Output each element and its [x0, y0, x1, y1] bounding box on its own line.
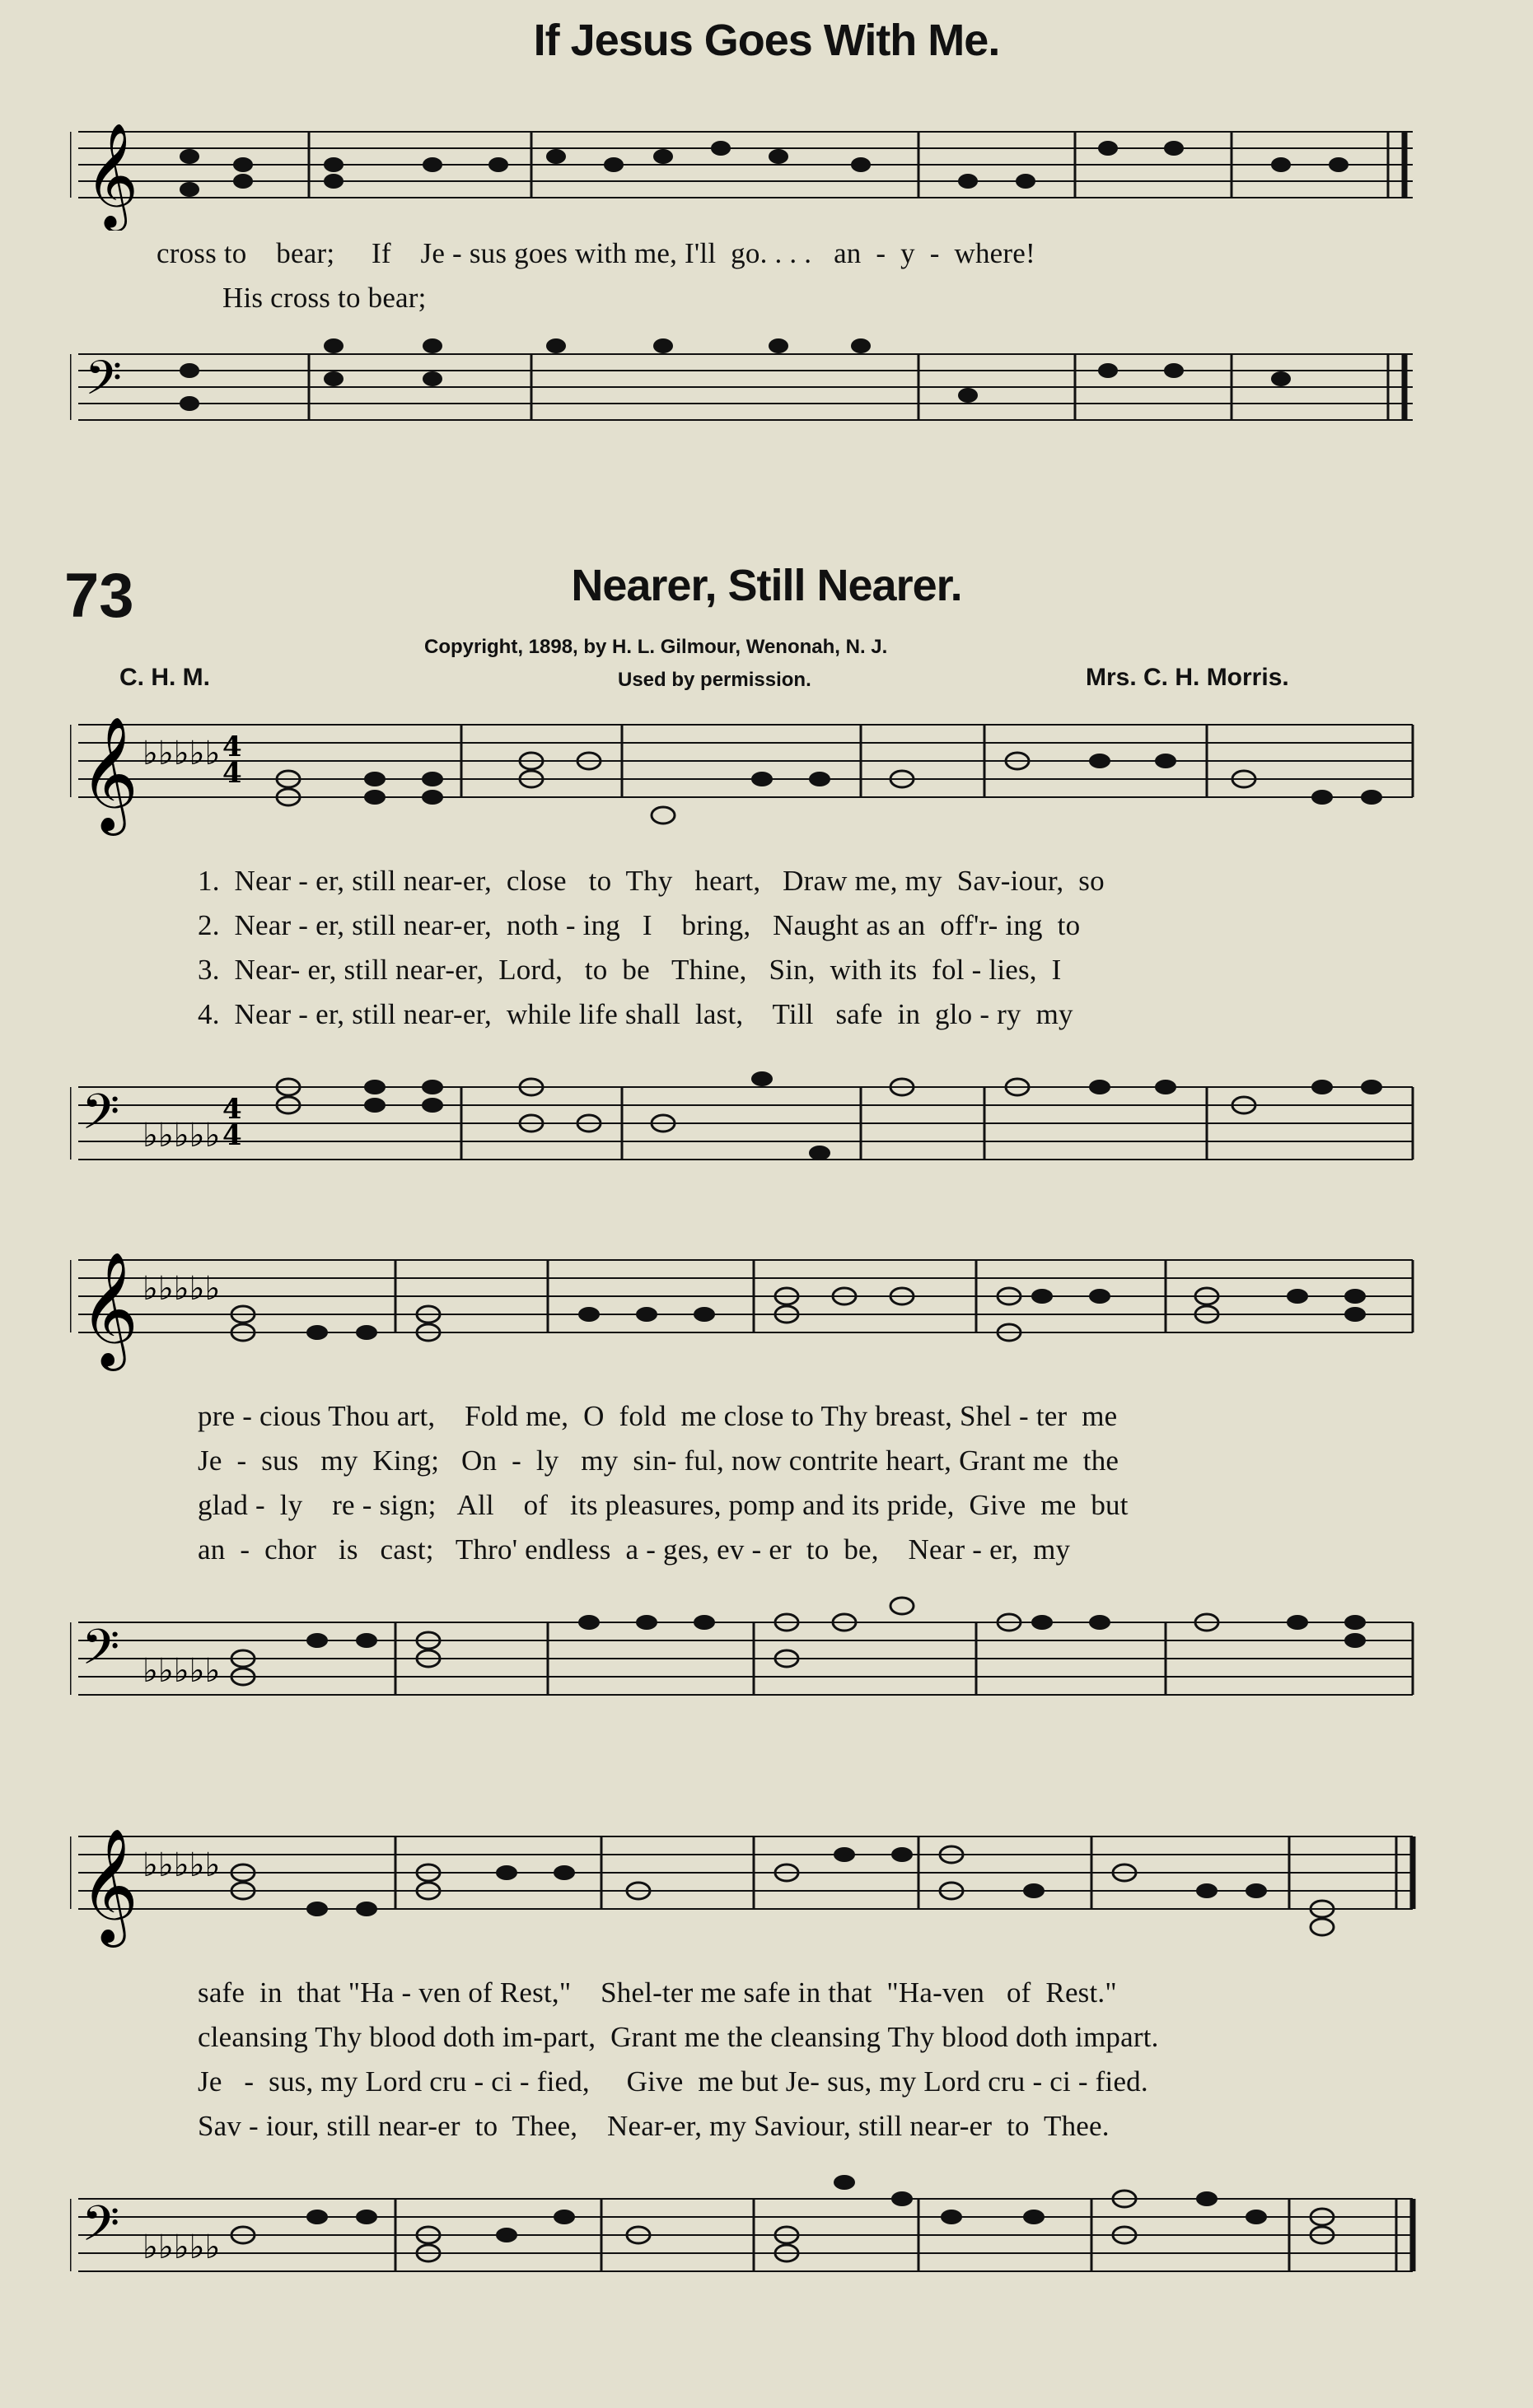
- lyric-line: glad - ly re - sign; All of its pleasures, pomp and its pride, Give me but: [198, 1489, 1129, 1521]
- previous-hymn-system: [70, 115, 1421, 486]
- svg-text:𝄢: 𝄢: [85, 350, 123, 418]
- svg-text:♭♭♭♭♭: ♭♭♭♭♭: [143, 1846, 221, 1884]
- lyric-line: 2. Near - er, still near-er, noth - ing I bring, Naught as an off'r- ing to: [198, 909, 1081, 941]
- composer: C. H. M.: [119, 664, 210, 691]
- svg-text:𝄞: 𝄞: [85, 122, 139, 227]
- svg-text:4: 4: [222, 757, 242, 790]
- svg-text:♭♭♭♭♭: ♭♭♭♭♭: [143, 735, 221, 772]
- lyric-line: safe in that "Ha - ven of Rest," Shel-ter me safe in that "Ha-ven of Rest.": [198, 1976, 1117, 2009]
- bass-staff: [70, 2158, 1421, 2322]
- svg-text:𝄞: 𝄞: [80, 1252, 138, 1366]
- previous-hymn-title: If Jesus Goes With Me.: [533, 16, 1000, 65]
- lyric-line: pre - cious Thou art, Fold me, O fold me close to Thy breast, Shel - ter me: [198, 1400, 1118, 1432]
- music-system-3: [70, 1812, 1421, 2322]
- copyright-notice: Copyright, 1898, by H. L. Gilmour, Wenonah, N. J.: [424, 636, 888, 658]
- lyric-line: an - chor is cast; Thro' endless a - ges, ev - er to be, Near - er, my: [198, 1533, 1071, 1566]
- svg-text:𝄞: 𝄞: [80, 716, 138, 831]
- lyric-line: His cross to bear;: [222, 282, 427, 314]
- svg-text:♭♭♭♭♭: ♭♭♭♭♭: [143, 2228, 221, 2266]
- music-system-2: [70, 1235, 1421, 1746]
- treble-staff: [70, 1235, 1421, 1375]
- svg-text:𝄢: 𝄢: [82, 1083, 120, 1152]
- lyric-line: Je - sus my King; On - ly my sin- ful, now contrite heart, Grant me the: [198, 1444, 1119, 1477]
- lyric-line: cross to bear; If Je - sus goes with me, I'll go. . . . an - y - where!: [157, 237, 1035, 269]
- svg-text:4: 4: [222, 730, 242, 763]
- bass-staff: [70, 1581, 1421, 1746]
- svg-text:𝄢: 𝄢: [82, 2195, 120, 2264]
- svg-text:♭♭♭♭♭: ♭♭♭♭♭: [143, 1117, 221, 1155]
- lyric-line: Je - sus, my Lord cru - ci - fied, Give me but Je- sus, my Lord cru - ci - fied.: [198, 2065, 1148, 2098]
- lyric-line: Sav - iour, still near-er to Thee, Near-er, my Saviour, still near-er to Thee.: [198, 2110, 1110, 2142]
- bass-staff: [70, 338, 1421, 469]
- lyric-line: 1. Near - er, still near-er, close to Thy heart, Draw me, my Sav-iour, so: [198, 865, 1105, 897]
- lyric-line: 4. Near - er, still near-er, while life shall last, Till safe in glo - ry my: [198, 998, 1073, 1030]
- svg-text:4: 4: [222, 1093, 242, 1126]
- music-system-1: [70, 700, 1421, 1202]
- treble-staff: [70, 115, 1421, 231]
- hymn-number: 73: [64, 561, 134, 631]
- svg-text:𝄢: 𝄢: [82, 1618, 120, 1687]
- svg-text:♭♭♭♭♭: ♭♭♭♭♭: [143, 1652, 221, 1690]
- lyric-line: 3. Near- er, still near-er, Lord, to be Thine, Sin, with its fol - lies, I: [198, 954, 1062, 986]
- lyric-line: cleansing Thy blood doth im-part, Grant me the cleansing Thy blood doth impart.: [198, 2021, 1159, 2053]
- treble-staff: [70, 700, 1421, 840]
- hymn-title: Nearer, Still Nearer.: [571, 561, 962, 610]
- svg-text:𝄞: 𝄞: [80, 1828, 138, 1943]
- svg-text:♭♭♭♭♭: ♭♭♭♭♭: [143, 1270, 221, 1308]
- svg-text:4: 4: [222, 1119, 242, 1152]
- bass-staff: [70, 1046, 1421, 1202]
- treble-staff: [70, 1812, 1421, 1952]
- permission-notice: Used by permission.: [618, 669, 811, 691]
- lyricist: Mrs. C. H. Morris.: [1086, 664, 1289, 691]
